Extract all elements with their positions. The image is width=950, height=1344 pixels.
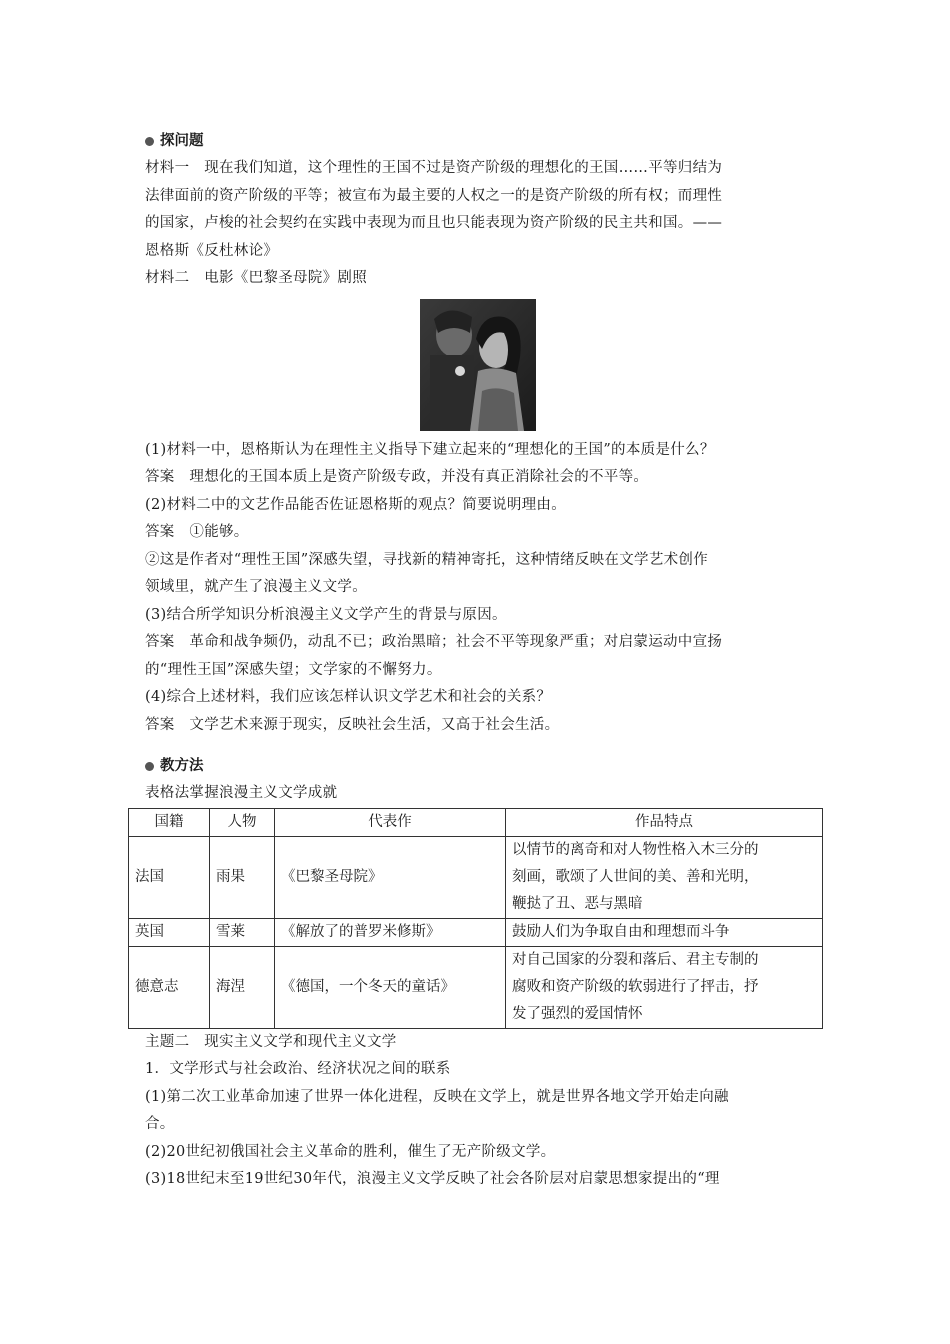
cell-work: 《德国，一个冬天的童话》 bbox=[275, 946, 506, 1028]
header-person: 人物 bbox=[210, 808, 275, 836]
paragraph-line: 材料一 现在我们知道，这个理性的王国不过是资产阶级的理想化的王国……平等归结为 bbox=[145, 160, 723, 176]
feature-line: 以情节的离奇和对人物性格入木三分的 bbox=[512, 841, 759, 858]
cell-features bbox=[506, 918, 823, 946]
paragraph-line: 法律面前的资产阶级的平等；被宣布为最主要的人权之一的是资产阶级的所有权；而理性 bbox=[145, 187, 723, 204]
question-4: (4)综合上述材料，我们应该怎样认识文学艺术和社会的关系？ bbox=[145, 689, 552, 705]
bullet-icon bbox=[145, 762, 154, 771]
cell-person: 雨果 bbox=[210, 836, 275, 918]
material-two: 材料二 电影《巴黎圣母院》剧照 bbox=[145, 270, 367, 286]
paragraph-line: (2)20世纪初俄国社会主义革命的胜利，催生了无产阶级文学。 bbox=[145, 1143, 556, 1160]
answer-4: 答案 文学艺术来源于现实，反映社会生活，又高于社会生活。 bbox=[145, 716, 560, 733]
cell-country: 德意志 bbox=[129, 946, 210, 1028]
table-row bbox=[129, 836, 823, 918]
paragraph-line: (3)18世纪末至19世纪30年代，浪漫主义文学反映了社会各阶层对启蒙思想家提出的“理 bbox=[145, 1171, 720, 1187]
header-country: 国籍 bbox=[129, 808, 210, 836]
answer-3-line: 的“理性王国”深感失望；文学家的不懈努力。 bbox=[145, 661, 442, 678]
paragraph-line: (1)第二次工业革命加速了世界一体化进程，反映在文学上，就是世界各地文学开始走向融 bbox=[145, 1088, 729, 1105]
paragraph-line: 的国家，卢梭的社会契约在实践中表现为而且也只能表现为资产阶级的民主共和国。—— bbox=[145, 215, 723, 231]
question-2: (2)材料二中的文艺作品能否佐证恩格斯的观点？简要说明理由。 bbox=[145, 496, 567, 513]
answer-1: 答案 理想化的王国本质上是资产阶级专政，并没有真正消除社会的不平等。 bbox=[145, 469, 649, 485]
header-features: 作品特点 bbox=[506, 808, 823, 836]
feature-line: 对自己国家的分裂和落后、君主专制的 bbox=[512, 951, 759, 968]
section-heading-explore bbox=[145, 128, 810, 155]
document-page bbox=[135, 128, 810, 1194]
answer-2-line: 答案 ①能够。 bbox=[145, 524, 249, 540]
material-one bbox=[145, 155, 810, 265]
question-answer-list bbox=[145, 437, 810, 740]
cell-person: 雪莱 bbox=[210, 918, 275, 946]
paragraph-line: 合。 bbox=[145, 1116, 175, 1132]
answer-2-line: ②这是作者对“理性王国”深感失望，寻找新的精神寄托，这种情绪反映在文学艺术创作 bbox=[145, 551, 709, 568]
film-still-container bbox=[145, 299, 810, 431]
subtopic-title: 1．文学形式与社会政治、经济状况之间的联系 bbox=[145, 1061, 451, 1077]
table-row bbox=[129, 918, 823, 946]
cell-country: 法国 bbox=[129, 836, 210, 918]
romanticism-table bbox=[128, 808, 823, 1029]
cell-work: 《解放了的普罗米修斯》 bbox=[275, 918, 506, 946]
cell-person: 海涅 bbox=[210, 946, 275, 1028]
cell-work: 《巴黎圣母院》 bbox=[275, 836, 506, 918]
film-still-image bbox=[420, 299, 536, 431]
paragraph-line: 恩格斯《反杜林论》 bbox=[145, 242, 279, 259]
heading-text: 探问题 bbox=[160, 133, 204, 149]
feature-line: 发了强烈的爱国情怀 bbox=[512, 1005, 643, 1022]
feature-line: 刻画，歌颂了人世间的美、善和光明， bbox=[512, 868, 759, 885]
question-3: (3)结合所学知识分析浪漫主义文学产生的背景与原因。 bbox=[145, 606, 507, 623]
feature-line: 腐败和资产阶级的软弱进行了抨击，抒 bbox=[512, 978, 759, 995]
cell-features bbox=[506, 836, 823, 918]
topic-two bbox=[145, 1029, 810, 1194]
table-caption: 表格法掌握浪漫主义文学成就 bbox=[145, 785, 338, 801]
feature-line: 鞭挞了丑、恶与黑暗 bbox=[512, 895, 643, 912]
question-1: (1)材料一中，恩格斯认为在理性主义指导下建立起来的“理想化的王国”的本质是什么？ bbox=[145, 441, 715, 458]
table-header-row bbox=[129, 808, 823, 836]
answer-3-line: 答案 革命和战争频仍，动乱不已；政治黑暗；社会不平等现象严重；对启蒙运动中宣扬 bbox=[145, 634, 723, 650]
header-work: 代表作 bbox=[275, 808, 506, 836]
table-row bbox=[129, 946, 823, 1028]
heading-text: 教方法 bbox=[160, 758, 204, 774]
topic-title: 主题二 现实主义文学和现代主义文学 bbox=[145, 1033, 397, 1050]
bullet-icon bbox=[145, 137, 154, 146]
section-heading-method bbox=[145, 753, 810, 780]
cell-features bbox=[506, 946, 823, 1028]
cell-country: 英国 bbox=[129, 918, 210, 946]
feature-line: 鼓励人们为争取自由和理想而斗争 bbox=[512, 923, 730, 940]
answer-2-line: 领域里，就产生了浪漫主义文学。 bbox=[145, 579, 367, 595]
